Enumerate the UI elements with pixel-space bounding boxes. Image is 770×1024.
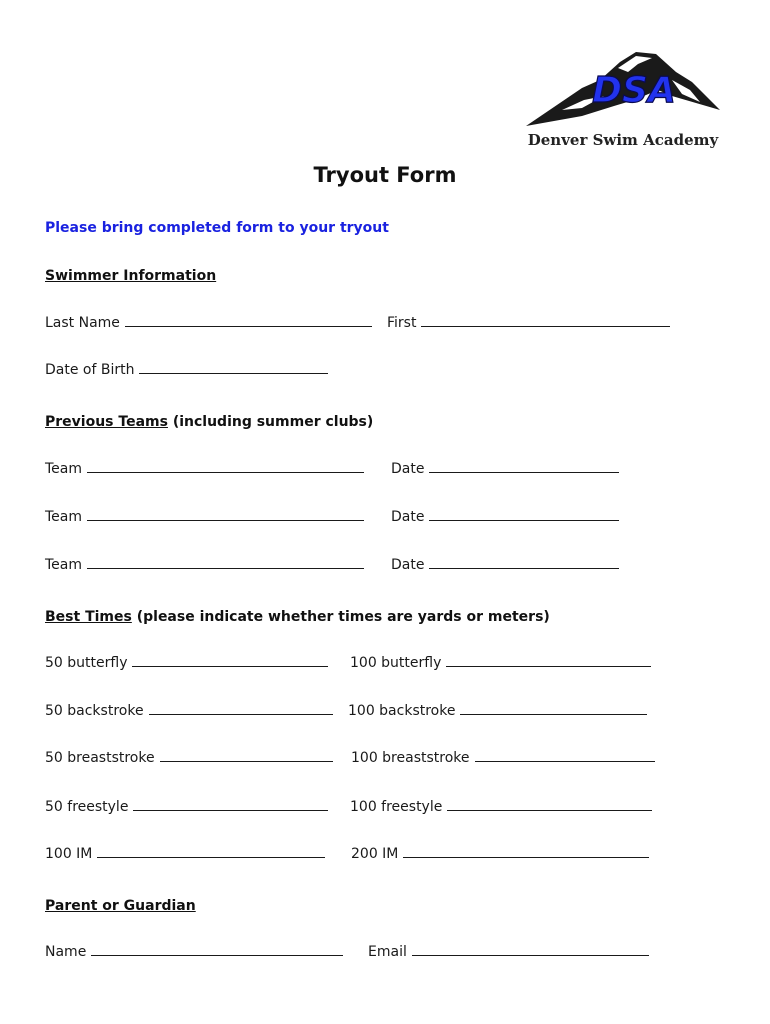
team-date-field[interactable] bbox=[391, 554, 619, 574]
time-line[interactable] bbox=[460, 700, 647, 715]
guardian-name-field[interactable] bbox=[45, 941, 343, 961]
team-field[interactable] bbox=[45, 458, 364, 478]
first-name-label: First bbox=[387, 315, 417, 331]
team-date-field[interactable] bbox=[391, 506, 619, 526]
time-label: 50 backstroke bbox=[45, 703, 144, 719]
previous-teams-heading-note: (including summer clubs) bbox=[172, 414, 374, 430]
last-name-field[interactable] bbox=[45, 312, 372, 332]
team-line[interactable] bbox=[87, 458, 364, 473]
team-date-line[interactable] bbox=[429, 506, 619, 521]
team-line[interactable] bbox=[87, 554, 364, 569]
dob-line[interactable] bbox=[139, 359, 328, 374]
time-label: 100 freestyle bbox=[350, 799, 443, 815]
academy-name: Denver Swim Academy bbox=[527, 131, 719, 149]
swimmer-info-heading bbox=[45, 268, 216, 284]
time-label: 100 IM bbox=[45, 846, 93, 862]
guardian-name-line[interactable] bbox=[91, 941, 343, 956]
logo-mark: DSA bbox=[592, 70, 676, 111]
time-label: 100 backstroke bbox=[348, 703, 456, 719]
time-field[interactable] bbox=[45, 843, 325, 863]
team-date-field[interactable] bbox=[391, 458, 619, 478]
team-date-line[interactable] bbox=[429, 458, 619, 473]
guardian-email-line[interactable] bbox=[412, 941, 649, 956]
time-line[interactable] bbox=[446, 652, 651, 667]
team-label: Team bbox=[45, 509, 83, 525]
time-line[interactable] bbox=[403, 843, 649, 858]
academy-logo bbox=[518, 50, 728, 152]
best-times-heading bbox=[45, 609, 550, 625]
time-line[interactable] bbox=[149, 700, 333, 715]
mountain-logo-icon bbox=[522, 50, 722, 128]
instruction-note: Please bring completed form to your tryout bbox=[45, 220, 389, 236]
team-date-line[interactable] bbox=[429, 554, 619, 569]
guardian-heading bbox=[45, 898, 196, 914]
time-field[interactable] bbox=[45, 796, 328, 816]
time-line[interactable] bbox=[97, 843, 325, 858]
time-label: 100 butterfly bbox=[350, 655, 442, 671]
time-field[interactable] bbox=[45, 652, 328, 672]
time-line[interactable] bbox=[475, 747, 655, 762]
swimmer-info-heading-text: Swimmer Information bbox=[45, 268, 217, 284]
time-field[interactable] bbox=[351, 747, 655, 767]
first-name-line[interactable] bbox=[421, 312, 670, 327]
time-field[interactable] bbox=[45, 700, 333, 720]
last-name-line[interactable] bbox=[125, 312, 372, 327]
team-date-label: Date bbox=[391, 557, 425, 573]
guardian-email-field[interactable] bbox=[368, 941, 649, 961]
guardian-heading-text: Parent or Guardian bbox=[45, 898, 196, 914]
time-line[interactable] bbox=[133, 796, 328, 811]
previous-teams-heading-text: Previous Teams bbox=[45, 414, 168, 430]
time-field[interactable] bbox=[350, 652, 651, 672]
time-line[interactable] bbox=[160, 747, 333, 762]
time-label: 50 freestyle bbox=[45, 799, 129, 815]
time-label: 50 butterfly bbox=[45, 655, 128, 671]
time-label: 200 IM bbox=[351, 846, 399, 862]
guardian-email-label: Email bbox=[368, 944, 407, 960]
time-field[interactable] bbox=[351, 843, 649, 863]
guardian-name-label: Name bbox=[45, 944, 87, 960]
previous-teams-heading bbox=[45, 414, 373, 430]
best-times-heading-text: Best Times bbox=[45, 609, 132, 625]
time-label: 50 breaststroke bbox=[45, 750, 155, 766]
team-field[interactable] bbox=[45, 506, 364, 526]
dob-label: Date of Birth bbox=[45, 362, 135, 378]
team-field[interactable] bbox=[45, 554, 364, 574]
time-field[interactable] bbox=[348, 700, 647, 720]
team-label: Team bbox=[45, 557, 83, 573]
team-label: Team bbox=[45, 461, 83, 477]
best-times-heading-note: (please indicate whether times are yards or meters) bbox=[136, 609, 550, 625]
first-name-field[interactable] bbox=[387, 312, 670, 332]
page-title: Tryout Form bbox=[313, 163, 457, 187]
time-field[interactable] bbox=[350, 796, 652, 816]
team-date-label: Date bbox=[391, 461, 425, 477]
time-line[interactable] bbox=[447, 796, 652, 811]
time-field[interactable] bbox=[45, 747, 333, 767]
last-name-label: Last Name bbox=[45, 315, 120, 331]
time-line[interactable] bbox=[132, 652, 328, 667]
team-date-label: Date bbox=[391, 509, 425, 525]
team-line[interactable] bbox=[87, 506, 364, 521]
dob-field[interactable] bbox=[45, 359, 328, 379]
time-label: 100 breaststroke bbox=[351, 750, 470, 766]
